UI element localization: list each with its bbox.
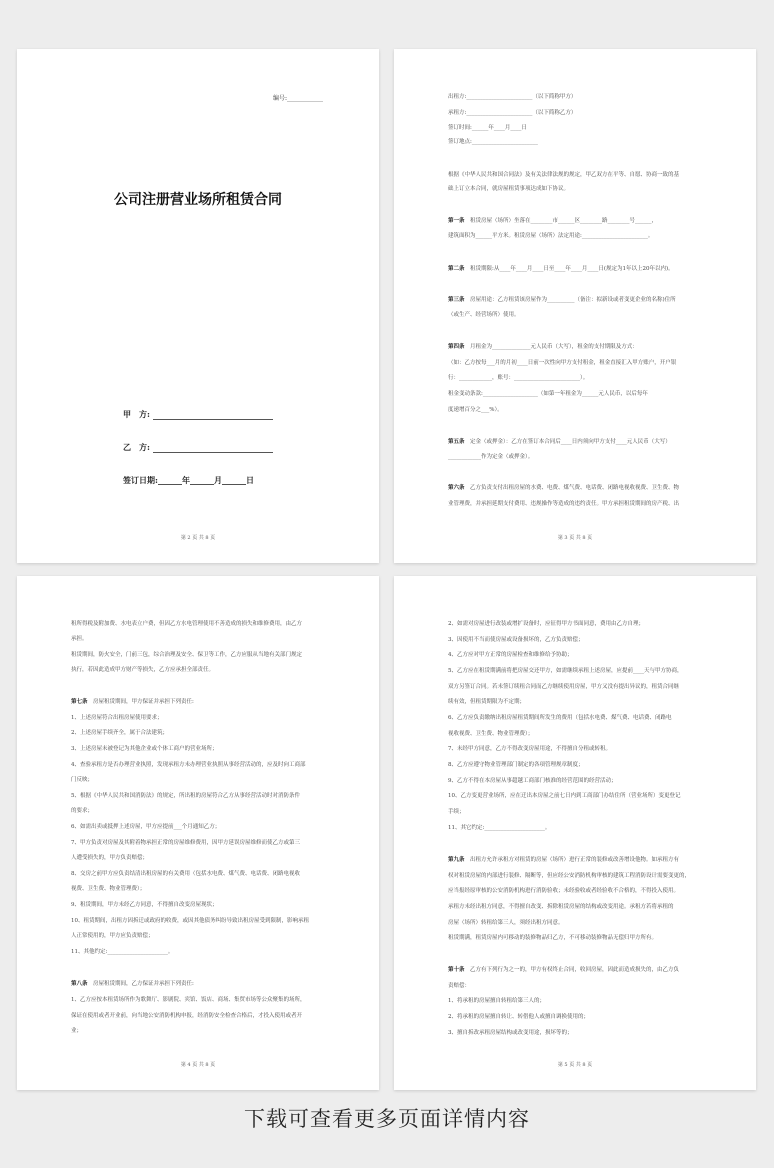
body-text-line: 7、未经甲方同意，乙方不得改变房屋用途，不得擅自分租或转租。 <box>448 746 612 752</box>
body-text-line: 签订地点:________________________ <box>448 139 538 145</box>
body-text-line: 第五条 定金（或押金）：乙方在签订本合同后____日内须向甲方支付____元人民币（大写） <box>448 439 671 445</box>
body-text-line: 建筑面积为______平方米。租赁房屋（场所）法定用途:________________________。 <box>448 233 654 239</box>
body-text-line: （如：乙方按每___月的月初____日前一次性向甲方支付租金，租金直接汇入甲方账户，开户银 <box>448 360 677 366</box>
body-text-line: 10、乙方变更营业场所，应在迁出本房屋之前七日内到工商部门办结住所（营业场所）变更登记 <box>448 793 681 799</box>
body-text-line: 业； <box>71 1028 83 1034</box>
body-text-line: 第二条 租赁期限:从____年____月____日至____年____月____日(规定为1年以上20年以内)。 <box>448 266 674 272</box>
body-text-line: 租赁期满，租赁房屋内可移动的装修物品归乙方，不可移动装修物品无偿归甲方所有。 <box>448 935 658 941</box>
body-text-line: 11、其他约定:______________________。 <box>71 949 174 955</box>
party-a-blank <box>153 419 273 420</box>
party-a-row <box>123 409 273 420</box>
body-text-line: 3、因使用不当而使房屋或设备损坏的，乙方负责赔偿； <box>448 637 584 643</box>
party-b-label: 乙 方: <box>123 442 150 452</box>
body-text-line: 续有效，但租赁期限为不定期； <box>448 699 526 705</box>
body-text-line: 视收视费、卫生费、物业管理费）； <box>448 731 534 737</box>
body-text-line: 3、擅自拆改承租房屋结构或改变用途，损坏等的； <box>448 1030 573 1036</box>
body-text-line: 执行，若因此造成甲方财产等损失，乙方应承担全部责任。 <box>71 667 215 673</box>
body-text-line: 门反映； <box>71 777 94 783</box>
page-footer: 第 2 页 共 8 页 <box>180 535 216 541</box>
body-text-line: 10、租赁期间，出租方因拆迁或政府的收费，或因其他债务纠纷导致出租房屋受到限制，影响承租 <box>71 918 310 924</box>
body-text-line: 出租方:________________________（以下简称甲方） <box>448 94 577 100</box>
body-text-line: ____________作为定金（或押金）。 <box>448 454 534 460</box>
body-text-line: 第八条 房屋租赁期间，乙方保证并承担下列责任: <box>71 981 194 987</box>
body-text-line: 1、乙方应按本租赁场所作为歌舞厅、影剧院、宾馆、饭店、商场、集贸市场等公众聚集的场所， <box>71 997 306 1003</box>
body-text-line: 根据《中华人民共和国合同法》及有关法律法规的规定，甲乙双方在平等、自愿、协商一致的基 <box>448 172 680 178</box>
body-text-line: 租赁期间，防火安全，门前三包，综合治理及安全、保卫等工作，乙方应服从当地有关部门规定 <box>71 652 303 658</box>
body-text-line: 2、上述房屋手续齐全，属于合法建筑； <box>71 730 169 736</box>
party-b-row <box>123 442 273 453</box>
body-text-line: 手续； <box>448 809 465 815</box>
body-text-line: 人正常使用的，甲方应负责赔偿； <box>71 933 154 939</box>
body-text-line: 承担。 <box>71 636 88 642</box>
body-text-line: 承租方:________________________（以下简称乙方） <box>448 110 577 116</box>
document-page <box>394 49 756 563</box>
body-text-line: （或生产、经营场所）使用。 <box>448 312 520 318</box>
body-text-line: 第九条 出租方允许承租方对租赁的房屋（场所）进行正常的装修或改善增设他物。如承租方有 <box>448 857 680 863</box>
download-caption: 下载可查看更多页面详情内容 <box>244 1107 530 1131</box>
sign-date: 签订日期:______年______月______日 <box>123 475 254 485</box>
body-text-line: 9、租赁期间，甲方未经乙方同意，不得擅自改变房屋现状； <box>71 902 218 908</box>
document-page <box>17 576 379 1090</box>
body-text-line: 第四条 月租金为______________元人民币（大写），租金的支付期限及方式： <box>448 344 638 350</box>
body-text-line: 8、交房之前甲方应负责结清出租房屋的有关费用（包括水电费、煤气费、电话费、闭路电视收 <box>71 871 301 877</box>
body-text-line: 应当报经原审核的公安消防机构进行消防验收；未经验收或者经验收不合格的，不得投入使用。 <box>448 888 680 894</box>
body-text-line: 3、上述房屋未被登记为其他企业或个体工商户的营业场所； <box>71 746 218 752</box>
party-a-label: 甲 方: <box>123 409 150 419</box>
body-text-line: 2、将承租的房屋擅自转让、转借他人或擅自调换使用的； <box>448 1014 590 1020</box>
body-text-line: 责赔偿： <box>448 983 471 989</box>
body-text-line: 5、乙方应在租赁期满前将把房屋交还甲方，如需继续承租上述房屋，应提前____天与甲方协商， <box>448 668 683 674</box>
body-text-line: 1、将承租的房屋擅自转租给第三人的； <box>448 998 546 1004</box>
body-text-line: 租金变动条款:____________________（如第一年租金为______元人民币，以后每年 <box>448 391 648 397</box>
body-text-line: 承租方未经出租方同意，不得擅自改变、拆除租赁房屋的结构或改变用途。承租方若将承租的 <box>448 904 674 910</box>
body-text-line: 1、上述房屋符合出租房屋使用要求； <box>71 715 163 721</box>
body-text-line: 的要求； <box>71 808 94 814</box>
body-text-line: 人遭受损失的，甲方负责赔偿； <box>71 855 149 861</box>
body-text-line: 度递增百分之___%）。 <box>448 407 503 413</box>
contract-title: 公司注册营业场所租赁合同 <box>114 192 282 208</box>
page-footer: 第 4 页 共 8 页 <box>180 1062 216 1068</box>
body-text-line: 5、根据《中华人民共和国消防法》的规定，所出租的房屋符合乙方从事经营活动时对消防条件 <box>71 793 301 799</box>
body-text-line: 签订时间:______年____月____日 <box>448 125 527 131</box>
body-text-line: 2、如需对房屋进行改装或增扩设备时，应征得甲方书面同意，费用由乙方自理； <box>448 621 645 627</box>
body-text-line: 6、如需出卖或抵押上述房屋，甲方应提前___个月通知乙方； <box>71 824 221 830</box>
page-footer: 第 5 页 共 8 页 <box>557 1062 593 1068</box>
body-text-line: 第十条 乙方有下列行为之一的，甲方有权终止合同，收回房屋，因此而造成损失的，由乙方负 <box>448 967 680 973</box>
body-text-line: 础上订立本合同，就房屋租赁事项达成如下协议。 <box>448 186 570 192</box>
contract-number-label: 编号:____________ <box>272 95 323 102</box>
body-text-line: 7、甲方负责对房屋及其附着物承担正常的房屋维修费用，因甲方延误房屋维修而使乙方或第三 <box>71 840 301 846</box>
body-text-line: 保证在使用或者开业前，向当地公安消防机构申报，经消防安全检查合格后，才投入使用或者开 <box>71 1013 303 1019</box>
body-text-line: 租所得税及附加费、水电表立户费，但因乙方水电管理使用不善造成的损失和维修费用，由乙方 <box>71 621 303 627</box>
page-footer: 第 3 页 共 8 页 <box>557 535 593 541</box>
body-text-line: 双方另签订合同。若未签订续租合同而乙方继续使用房屋，甲方又没有提出异议的，租赁合同继 <box>448 684 680 690</box>
body-text-line: 第七条 房屋租赁期间，甲方保证并承担下列责任: <box>71 699 194 705</box>
body-text-line: 房屋（场所）转租给第三人，须经出租方同意。 <box>448 920 564 926</box>
party-b-blank <box>153 452 273 453</box>
body-text-line: 4、查验承租方是否办理营业执照，发现承租方未办理营业执照从事经营活动的，应及时向工商部 <box>71 762 306 768</box>
body-text-line: 业管理费，并承担延期支付费用、违规操作等造成的违约责任。甲方承担租赁期间的房产税、出 <box>448 501 680 507</box>
body-text-line: 9、乙方不得在本房屋从事超越工商部门核准的经营范围的经营活动； <box>448 778 617 784</box>
body-text-line: 4、乙方应对甲方正常的房屋检查和维修给予协助； <box>448 652 573 658</box>
body-text-line: 权对租赁房屋的内部进行装修、隔断等，但应经公安消防机构审核的建筑工程消防设计需要变更的， <box>448 873 691 879</box>
body-text-line: 第一条 租赁房屋（场所）坐落在________市______区________路________号______， <box>448 218 658 224</box>
body-text-line: 6、乙方应负责缴纳出租房屋租赁期间所发生的费用（包括水电费、煤气费、电话费、闭路电 <box>448 715 672 721</box>
body-text-line: 第六条 乙方负责支付出租房屋的水费、电费、煤气费、电话费、闭路电视收视费、卫生费、物 <box>448 485 680 491</box>
body-text-line: 第三条 房屋用途：乙方租赁该房屋作为__________（备注：拟新设或者变更企业的名称)住所 <box>448 297 676 303</box>
body-text-line: 11、其它约定:______________________。 <box>448 825 551 831</box>
body-text-line: 视费、卫生费、物业管理费）； <box>71 886 146 892</box>
body-text-line: 行：____________，账号：________________________）。 <box>448 375 589 381</box>
document-page <box>17 49 379 563</box>
body-text-line: 8、乙方应遵守物业管理部门制定的各项管理规章制度； <box>448 762 584 768</box>
document-page <box>394 576 756 1090</box>
